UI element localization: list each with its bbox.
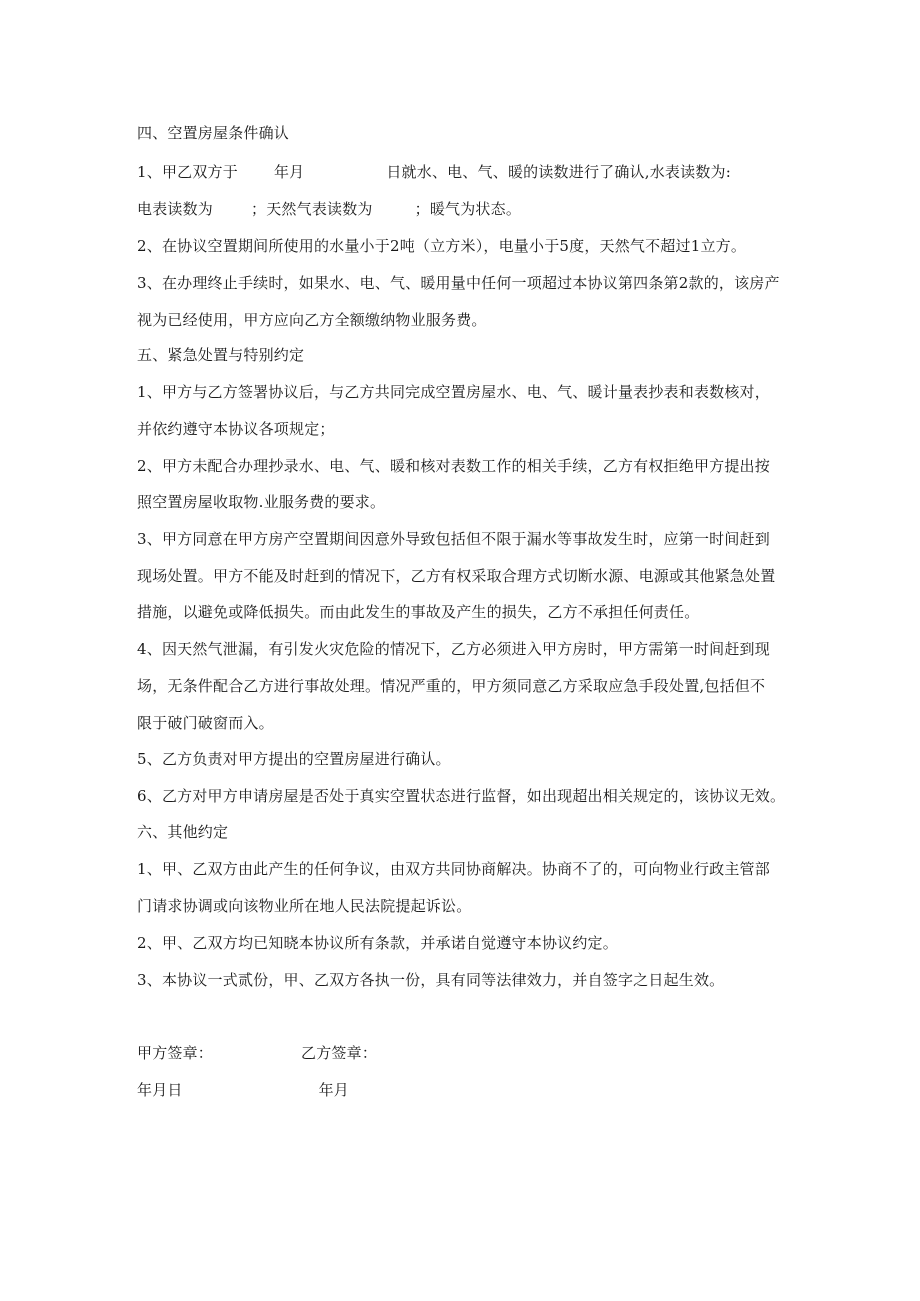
signature-row bbox=[137, 1043, 377, 1063]
item-1-year-month: 年月 bbox=[273, 163, 305, 181]
section-5-item-3-line-2: 现场处置。甲方不能及时赶到的情况下，乙方有权采取合理方式切断水源、电源或其他紧急处置 bbox=[137, 567, 776, 585]
section-5-item-5: 5、乙方负责对甲方提出的空置房屋进行确认。 bbox=[137, 750, 451, 768]
section-5-item-4-line-1: 4、因天然气泄漏，有引发火灾危险的情况下，乙方必须进入甲方房时，甲方需第一时间赶到现 bbox=[137, 640, 770, 658]
section-4-item-1-line-1 bbox=[137, 162, 731, 182]
section-6-item-2: 2、甲、乙双方均已知晓本协议所有条款，并承诺自觉遵守本协议约定。 bbox=[137, 934, 618, 952]
section-4-item-2: 2、在协议空置期间所使用的水量小于2吨（立方米），电量小于5度，天然气不超过1立方。 bbox=[137, 237, 747, 255]
heating-status-label: ；暖气为状态。 bbox=[414, 200, 522, 218]
section-6-heading: 六、其他约定 bbox=[137, 823, 229, 841]
gas-reading-label: ；天然气表读数为 bbox=[251, 200, 373, 218]
section-5-item-4-line-2: 场，无条件配合乙方进行事故处理。情况严重的，甲方须同意乙方采取应急手段处置,包括但不 bbox=[137, 677, 766, 695]
party-b-signature-label: 乙方签章： bbox=[301, 1044, 378, 1062]
section-6-item-3: 3、本协议一式贰份，甲、乙双方各执一份，具有同等法律效力，并自签字之日起生效。 bbox=[137, 971, 725, 989]
section-5-item-6: 6、乙方对甲方申请房屋是否处于真实空置状态进行监督，如出现超出相关规定的，该协议无效。 bbox=[137, 787, 786, 805]
section-4-item-3-line-2: 视为已经使用，甲方应向乙方全额缴纳物业服务费。 bbox=[137, 311, 487, 329]
section-5-item-4-line-3: 限于破门破窗而入。 bbox=[137, 714, 274, 732]
item-1-date-prefix: 1、甲乙双方于 bbox=[137, 163, 238, 181]
item-1-water-reading-label: 日就水、电、气、暖的读数进行了确认,水表读数为: bbox=[386, 163, 731, 181]
section-6-item-1-line-1: 1、甲、乙双方由此产生的任何争议，由双方共同协商解决。协商不了的，可向物业行政主管部 bbox=[137, 860, 770, 878]
section-5-heading: 五、紧急处置与特别约定 bbox=[137, 346, 305, 364]
section-5-item-1-line-2: 并依约遵守本协议各项规定； bbox=[137, 420, 335, 438]
party-a-date-label: 年月日 bbox=[137, 1081, 183, 1099]
date-row bbox=[137, 1080, 349, 1100]
section-6-item-1-line-2: 门请求协调或向该物业所在地人民法院提起诉讼。 bbox=[137, 897, 472, 915]
electric-reading-label: 电表读数为 bbox=[137, 200, 214, 218]
section-5-item-1-line-1: 1、甲方与乙方签署协议后，与乙方共同完成空置房屋水、电、气、暖计量表抄表和表数核对， bbox=[137, 383, 770, 401]
section-4-item-3-line-1: 3、在办理终止手续时，如果水、电、气、暖用量中任何一项超过本协议第四条第2款的，该房产 bbox=[137, 274, 780, 292]
section-4-heading: 四、空置房屋条件确认 bbox=[137, 124, 290, 142]
section-5-item-3-line-1: 3、甲方同意在甲方房产空置期间因意外导致包括但不限于漏水等事故发生时，应第一时间赶到 bbox=[137, 530, 770, 548]
section-5-item-2-line-1: 2、甲方未配合办理抄录水、电、气、暖和核对表数工作的相关手续，乙方有权拒绝甲方提出按 bbox=[137, 457, 770, 475]
party-a-signature-label: 甲方签章： bbox=[137, 1044, 214, 1062]
section-4-item-1-line-2 bbox=[137, 199, 521, 219]
section-5-item-2-line-2: 照空置房屋收取物.业服务费的要求。 bbox=[137, 493, 386, 511]
party-b-date-label: 年月 bbox=[318, 1081, 350, 1099]
section-5-item-3-line-3: 措施，以避免或降低损失。而由此发生的事故及产生的损失，乙方不承担任何责任。 bbox=[137, 603, 700, 621]
